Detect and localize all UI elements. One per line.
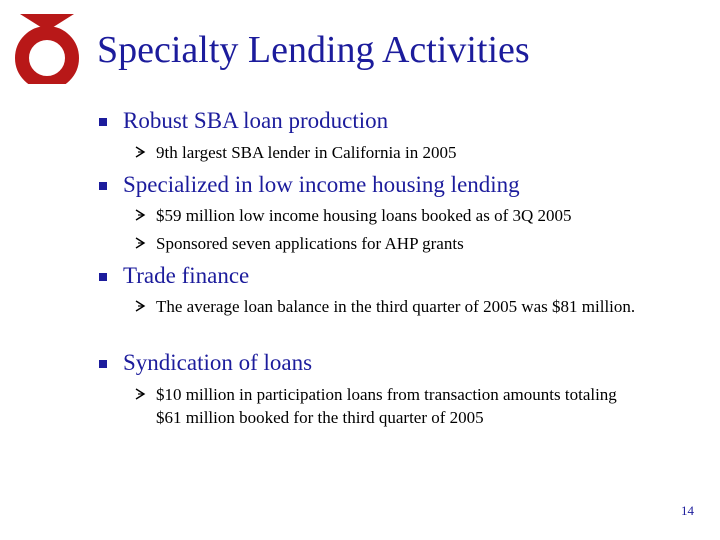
square-bullet-icon [99,182,107,190]
sub-bullet-ahp-grants [156,232,676,255]
slide-title: Specialty Lending Activities [97,29,530,71]
square-bullet-icon [99,273,107,281]
sub-bullet-sba-rank [156,141,676,164]
arrow-bullet-icon [134,237,146,249]
bullet-label: Syndication of loans [123,350,313,375]
bullet-trade-finance [123,263,249,289]
arrow-bullet-icon [134,209,146,221]
arrow-bullet-icon [134,388,146,400]
sub-bullet-participation-loans [156,383,646,429]
bullet-syndication [123,350,312,376]
sub-bullet-label: The average loan balance in the third quarter of 2005 was $81 million. [156,297,636,316]
sub-bullet-label: $59 million low income housing loans booked as of 3Q 2005 [156,206,572,225]
square-bullet-icon [99,118,107,126]
bullet-label: Trade finance [123,263,250,288]
sub-bullet-label: Sponsored seven applications for AHP grants [156,234,464,253]
bullet-sba-production [123,108,388,134]
arrow-bullet-icon [134,146,146,158]
arrow-bullet-icon [134,300,146,312]
bullet-label: Robust SBA loan production [123,108,389,133]
bullet-low-income-housing [123,172,520,198]
sub-bullet-label: $10 million in participation loans from transaction amounts totaling $61 million booked for the third quarter of 2005 [156,385,617,427]
bullet-label: Specialized in low income housing lending [123,172,520,197]
square-bullet-icon [99,360,107,368]
sub-bullet-average-loan-balance [156,295,656,318]
sub-bullet-housing-loans [156,204,676,227]
sub-bullet-label: 9th largest SBA lender in California in 2005 [156,143,457,162]
page-number: 14 [681,503,694,518]
